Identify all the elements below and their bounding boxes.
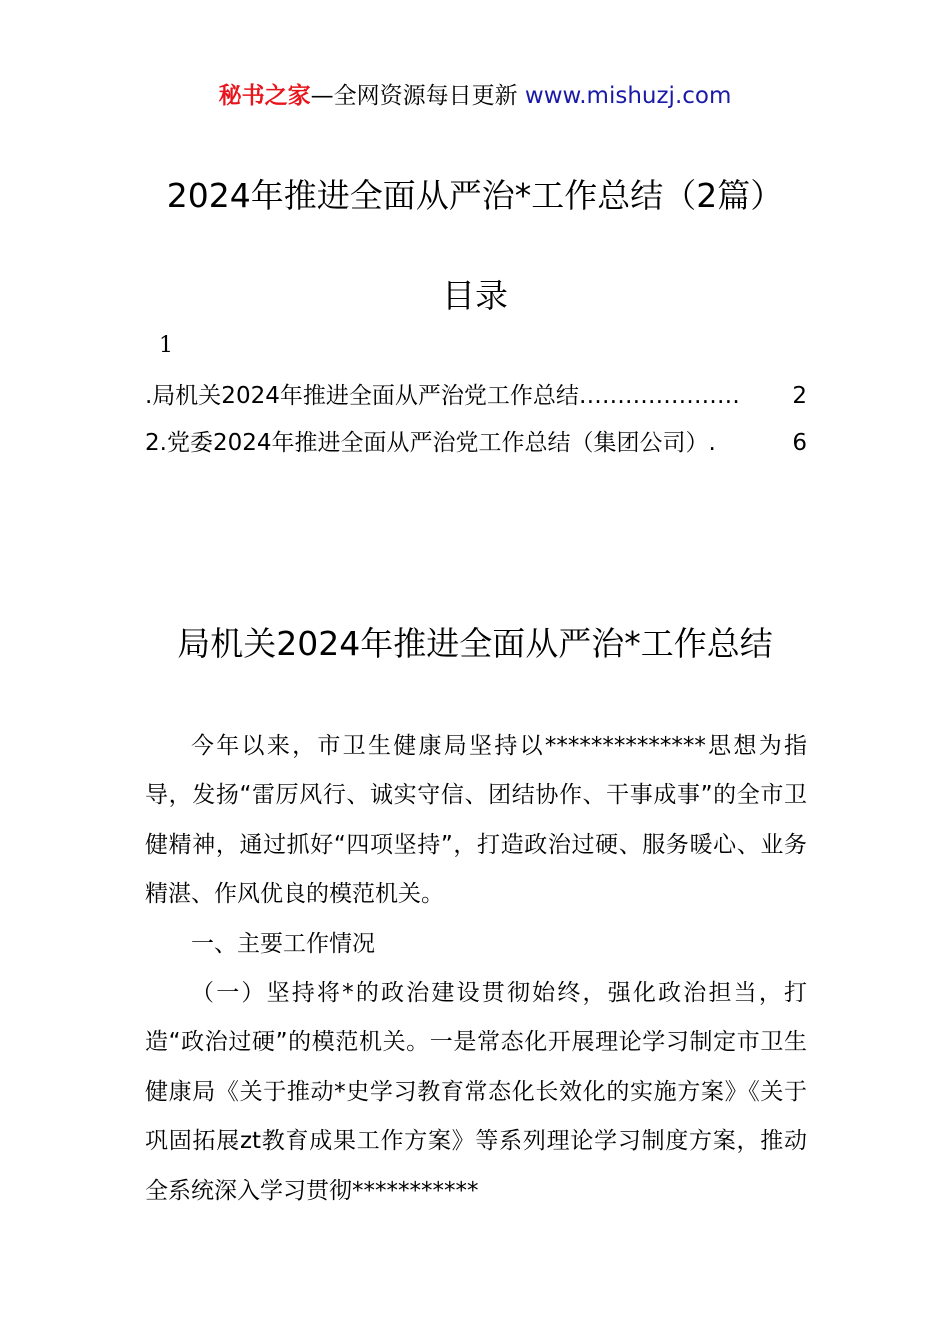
site-url-link[interactable]: www.mishuzj.com (524, 83, 732, 109)
toc-entry-number: 1 (159, 333, 173, 358)
site-brand: 秘书之家 (218, 83, 311, 109)
toc-entry-text: 2.党委2024年推进全面从严治党工作总结（集团公司） (145, 430, 709, 456)
section-heading: 一、主要工作情况 (191, 930, 375, 957)
toc-entry-2[interactable] (145, 425, 807, 461)
toc-page-number: 6 (792, 430, 807, 456)
document-title: 2024年推进全面从严治*工作总结（2篇） (166, 176, 784, 215)
toc-leader-dots: . (708, 430, 716, 456)
toc-heading: 目录 (442, 276, 508, 315)
toc-leader-dots: ………………… (578, 383, 740, 409)
body-paragraph: （一）坚持将*的政治建设贯彻始终，强化政治担当，打造“政治过硬”的模范机关。一是常态化开展理论学习制定市卫生健康局《关于推动*史学习教育常态化长效化的实施方案》《关于巩固拓展zt教育成果工作方案》等系列理论学习制度方案，推动全系统深入学习贯彻*********** (145, 980, 807, 1204)
article-title: 局机关2024年推进全面从严治*工作总结 (177, 624, 773, 663)
toc-entry-text: .局机关2024年推进全面从严治党工作总结 (145, 383, 579, 409)
body-paragraph: 今年以来，市卫生健康局坚持以**************思想为指导，发扬“雷厉风行、诚实守信、团结协作、干事成事”的全市卫健精神，通过抓好“四项坚持”，打造政治过硬、服务暖心、业务精湛、作风优良的模范机关。 (145, 733, 807, 908)
toc-page-number: 2 (792, 383, 807, 409)
toc-entry-1[interactable] (145, 378, 807, 414)
site-tagline: —全网资源每日更新 (310, 83, 518, 109)
site-header (0, 80, 950, 112)
article-body (145, 722, 807, 1216)
